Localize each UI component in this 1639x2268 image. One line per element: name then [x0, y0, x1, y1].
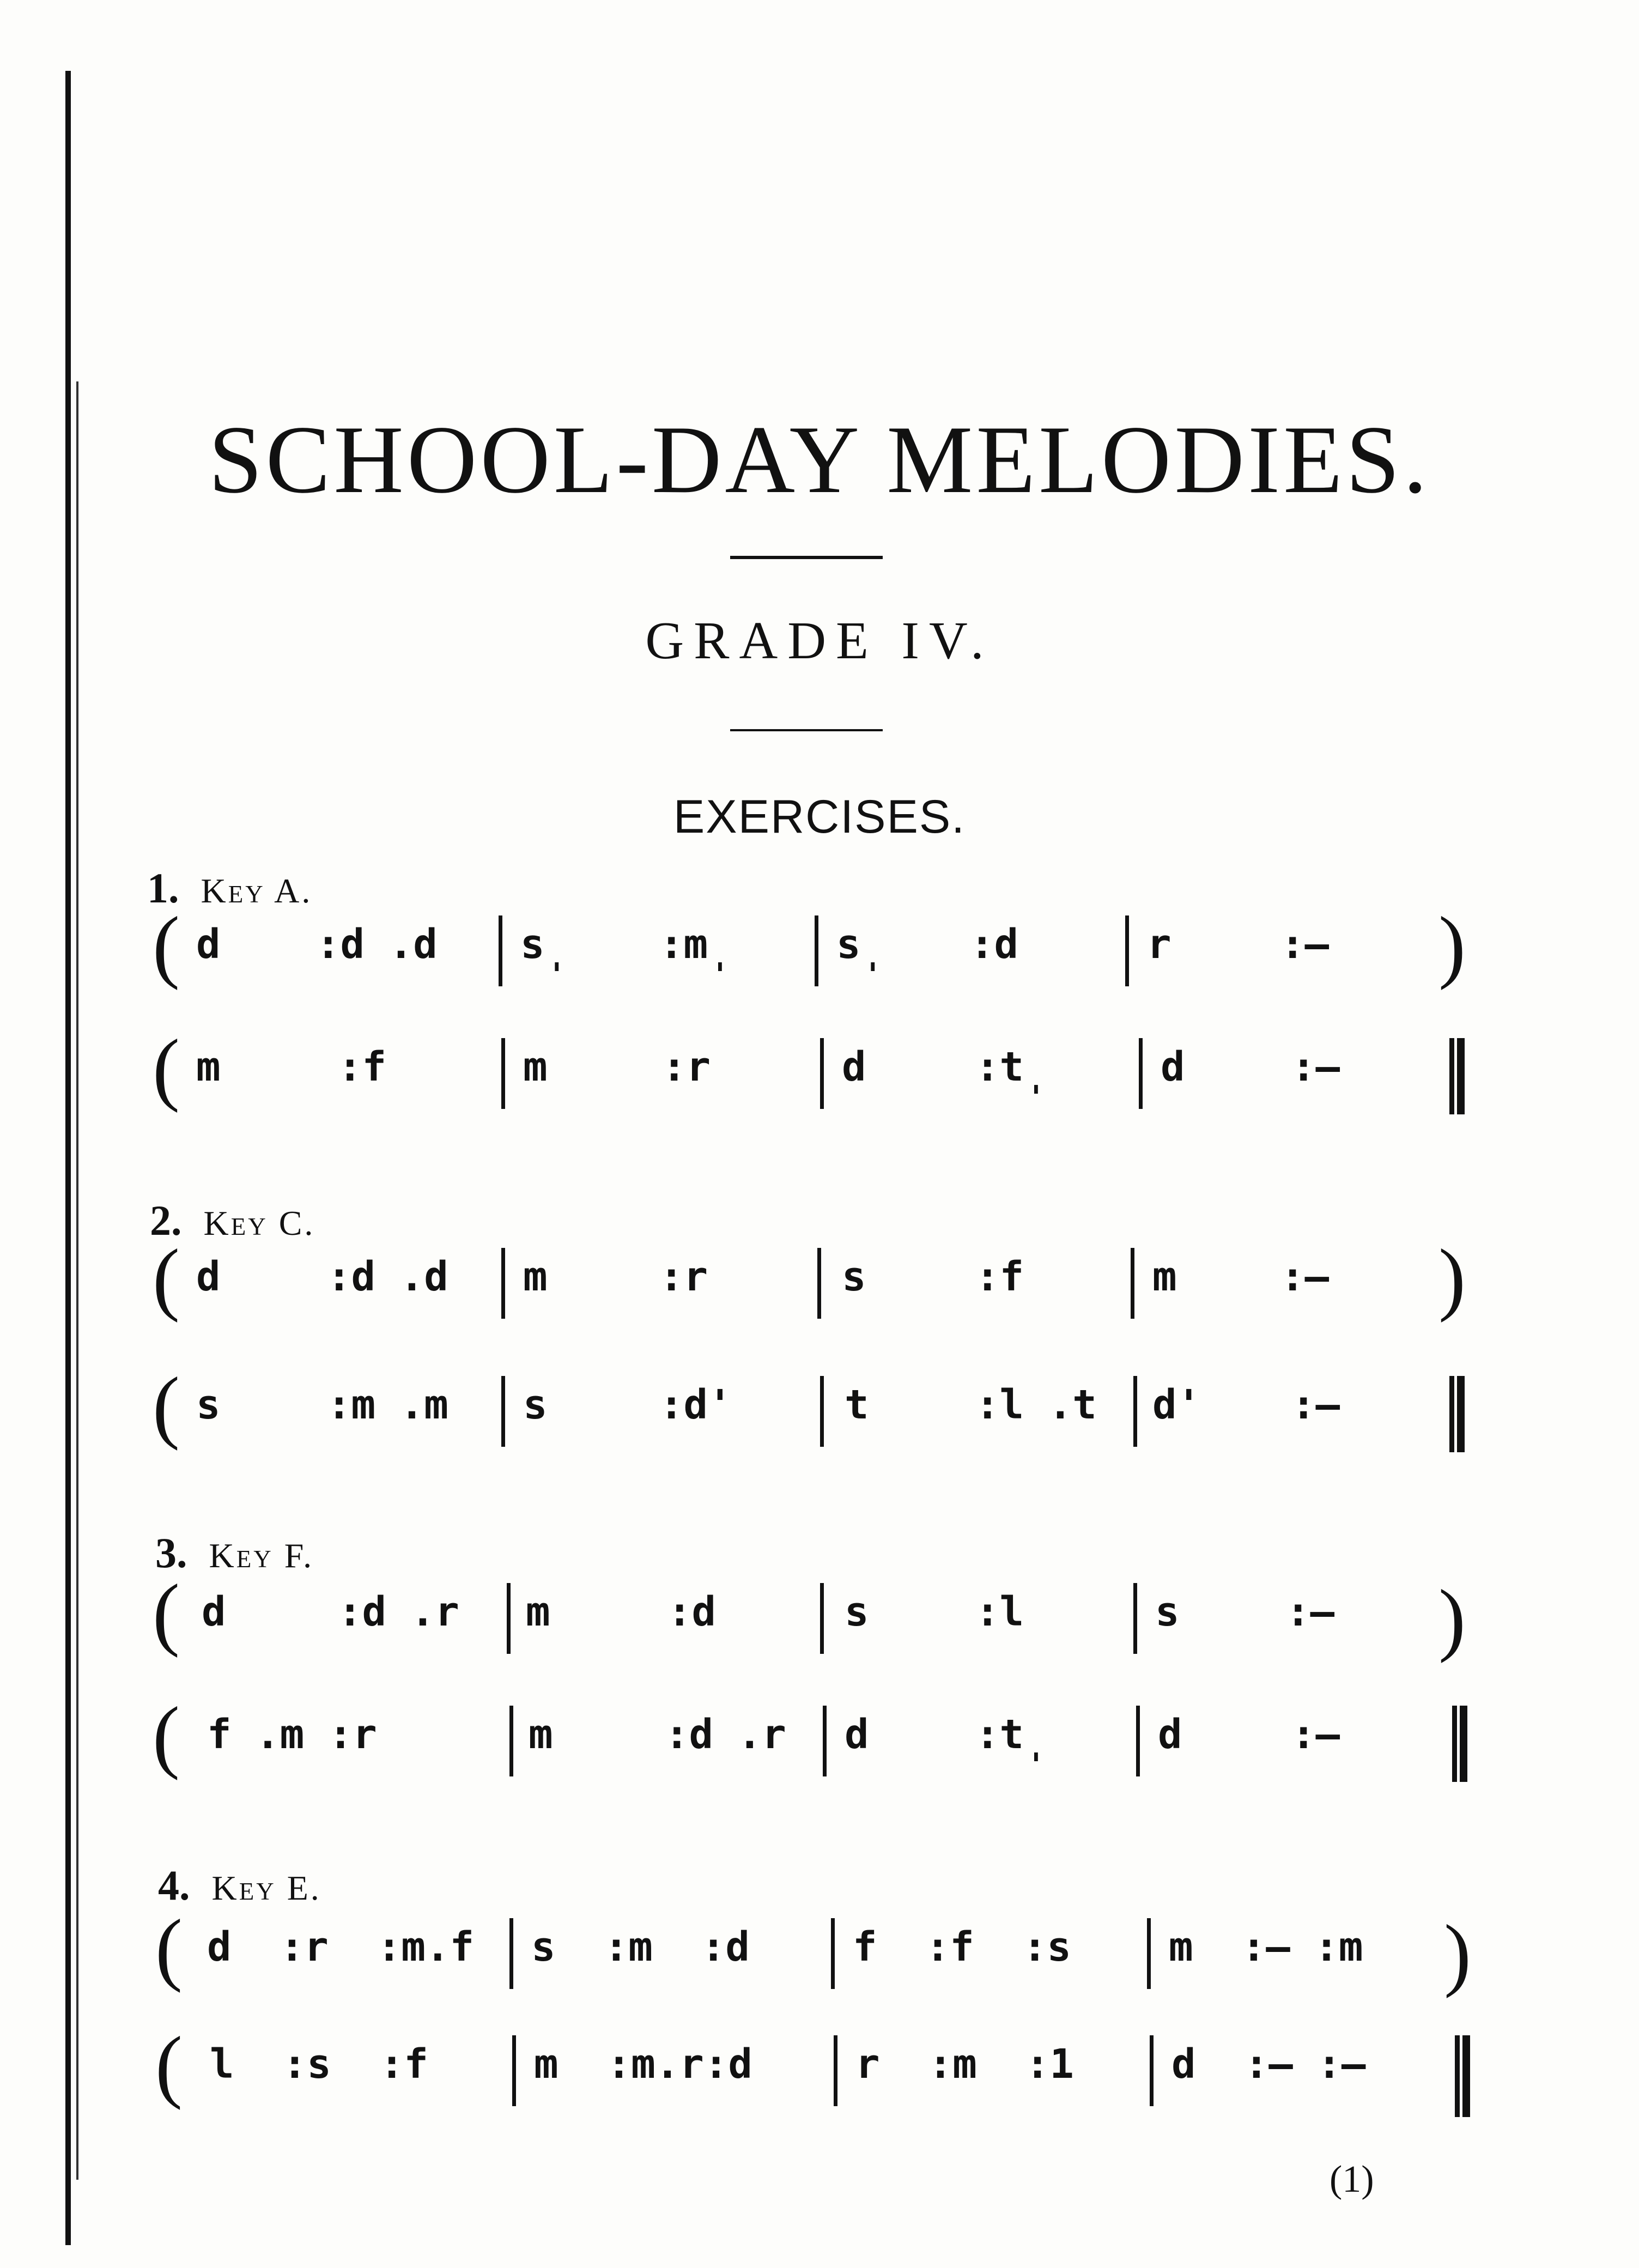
note: d' [1152, 1381, 1201, 1428]
note: s [845, 1588, 869, 1635]
note: d :— :— [1171, 2041, 1366, 2088]
note: :r [662, 1044, 711, 1090]
bar-line [823, 1706, 827, 1776]
note: d :r :m.f [207, 1924, 475, 1970]
note: :f [975, 1253, 1024, 1300]
note: m :— :m [1169, 1924, 1363, 1970]
note: m :m.r:d [534, 2041, 752, 2088]
note: m [1152, 1253, 1177, 1300]
bar-line [1150, 2035, 1154, 2106]
final-double-bar [1449, 1376, 1465, 1452]
note: :— [1280, 921, 1330, 968]
final-double-bar [1449, 1038, 1465, 1114]
note: m [523, 1253, 548, 1300]
section-heading: EXERCISES. [673, 791, 966, 843]
note: f :f :s [853, 1924, 1071, 1970]
exercise-4-heading [158, 1861, 321, 1910]
bar-line [501, 1038, 505, 1109]
line-start-brace: ( [153, 900, 180, 991]
note: d [196, 921, 221, 968]
final-double-bar [1452, 1706, 1467, 1782]
note: :d .r [665, 1711, 786, 1758]
note: t [845, 1381, 869, 1428]
note: l :s :f [210, 2041, 428, 2088]
exercise-key: Key A. [201, 871, 313, 910]
exercise-number: 1. [147, 864, 179, 912]
note: d [842, 1044, 866, 1090]
note: s̩ [836, 921, 885, 968]
note: m [523, 1044, 548, 1090]
line-start-brace: ( [153, 1690, 180, 1781]
note: d [1161, 1044, 1185, 1090]
note: r :m :1 [855, 2041, 1074, 2088]
line-end-brace: ) [1438, 1233, 1466, 1323]
exercise-key: Key C. [203, 1204, 315, 1242]
page-title: SCHOOL-DAY MELODIES. [208, 405, 1431, 513]
line-start-brace: ( [153, 1233, 180, 1323]
note: m [529, 1711, 553, 1758]
bar-line [507, 1583, 511, 1654]
line-end-brace: ) [1444, 1908, 1471, 1999]
final-double-bar [1455, 2035, 1470, 2117]
exercise-key: Key F. [209, 1536, 314, 1575]
bar-line [1139, 1038, 1143, 1109]
note: :— [1286, 1588, 1335, 1635]
bar-line [501, 1376, 505, 1447]
exercise-number: 2. [150, 1197, 182, 1244]
note: :— [1291, 1044, 1340, 1090]
note: :m̩ [659, 921, 732, 968]
note: s̩ [520, 921, 569, 968]
note: :m .m [327, 1381, 448, 1428]
page-number: (1) [1330, 2158, 1374, 2200]
title-divider [730, 556, 883, 559]
note: m [526, 1588, 550, 1635]
note: r [1147, 921, 1171, 968]
exercise-number: 4. [158, 1861, 190, 1909]
bar-line [1136, 1706, 1140, 1776]
page-edge-rule [65, 71, 71, 2245]
grade-heading: GRADE IV. [645, 611, 994, 670]
note: :r [659, 1253, 708, 1300]
note: d [845, 1711, 869, 1758]
grade-divider [730, 729, 883, 731]
note: d [196, 1253, 221, 1300]
bar-line [1133, 1376, 1137, 1447]
line-end-brace: ) [1438, 900, 1466, 991]
exercise-key: Key E. [211, 1869, 321, 1907]
note: :— [1291, 1711, 1340, 1758]
note: :d .r [338, 1588, 459, 1635]
bar-line [815, 915, 818, 986]
bar-line [512, 2035, 516, 2106]
note: s [1155, 1588, 1180, 1635]
note: :t̩ [975, 1044, 1048, 1090]
line-start-brace: ( [155, 2020, 183, 2111]
note: :l .t [975, 1381, 1097, 1428]
bar-line [820, 1038, 824, 1109]
bar-line [1125, 915, 1129, 986]
bar-line [1131, 1248, 1134, 1319]
note: m [196, 1044, 221, 1090]
note: :t̩ [975, 1711, 1048, 1758]
bar-line [1133, 1583, 1137, 1654]
note: s [842, 1253, 866, 1300]
note: :— [1291, 1381, 1340, 1428]
note: :— [1280, 1253, 1330, 1300]
bar-line [501, 1248, 505, 1319]
bar-line [817, 1248, 821, 1319]
bar-line [820, 1376, 824, 1447]
line-end-brace: ) [1438, 1573, 1466, 1664]
line-start-brace: ( [155, 1903, 183, 1993]
note: s :m :d [531, 1924, 750, 1970]
note: :d .d [327, 1253, 448, 1300]
line-start-brace: ( [153, 1568, 180, 1658]
bar-line [1147, 1918, 1151, 1989]
line-start-brace: ( [153, 1023, 180, 1113]
exercise-number: 3. [155, 1529, 187, 1576]
bar-line [509, 1706, 513, 1776]
bar-line [831, 1918, 835, 1989]
note: :d [667, 1588, 717, 1635]
note: d [202, 1588, 226, 1635]
bar-line [509, 1918, 513, 1989]
note: :d [970, 921, 1019, 968]
note: :f [338, 1044, 387, 1090]
note: :l [975, 1588, 1024, 1635]
note: s [523, 1381, 548, 1428]
note: :d .d [316, 921, 438, 968]
note: s [196, 1381, 221, 1428]
bar-line [499, 915, 502, 986]
line-start-brace: ( [153, 1361, 180, 1451]
bar-line [820, 1583, 824, 1654]
note: d [1158, 1711, 1182, 1758]
note: f .m :r [207, 1711, 377, 1758]
bar-line [834, 2035, 837, 2106]
note: :d' [659, 1381, 732, 1428]
